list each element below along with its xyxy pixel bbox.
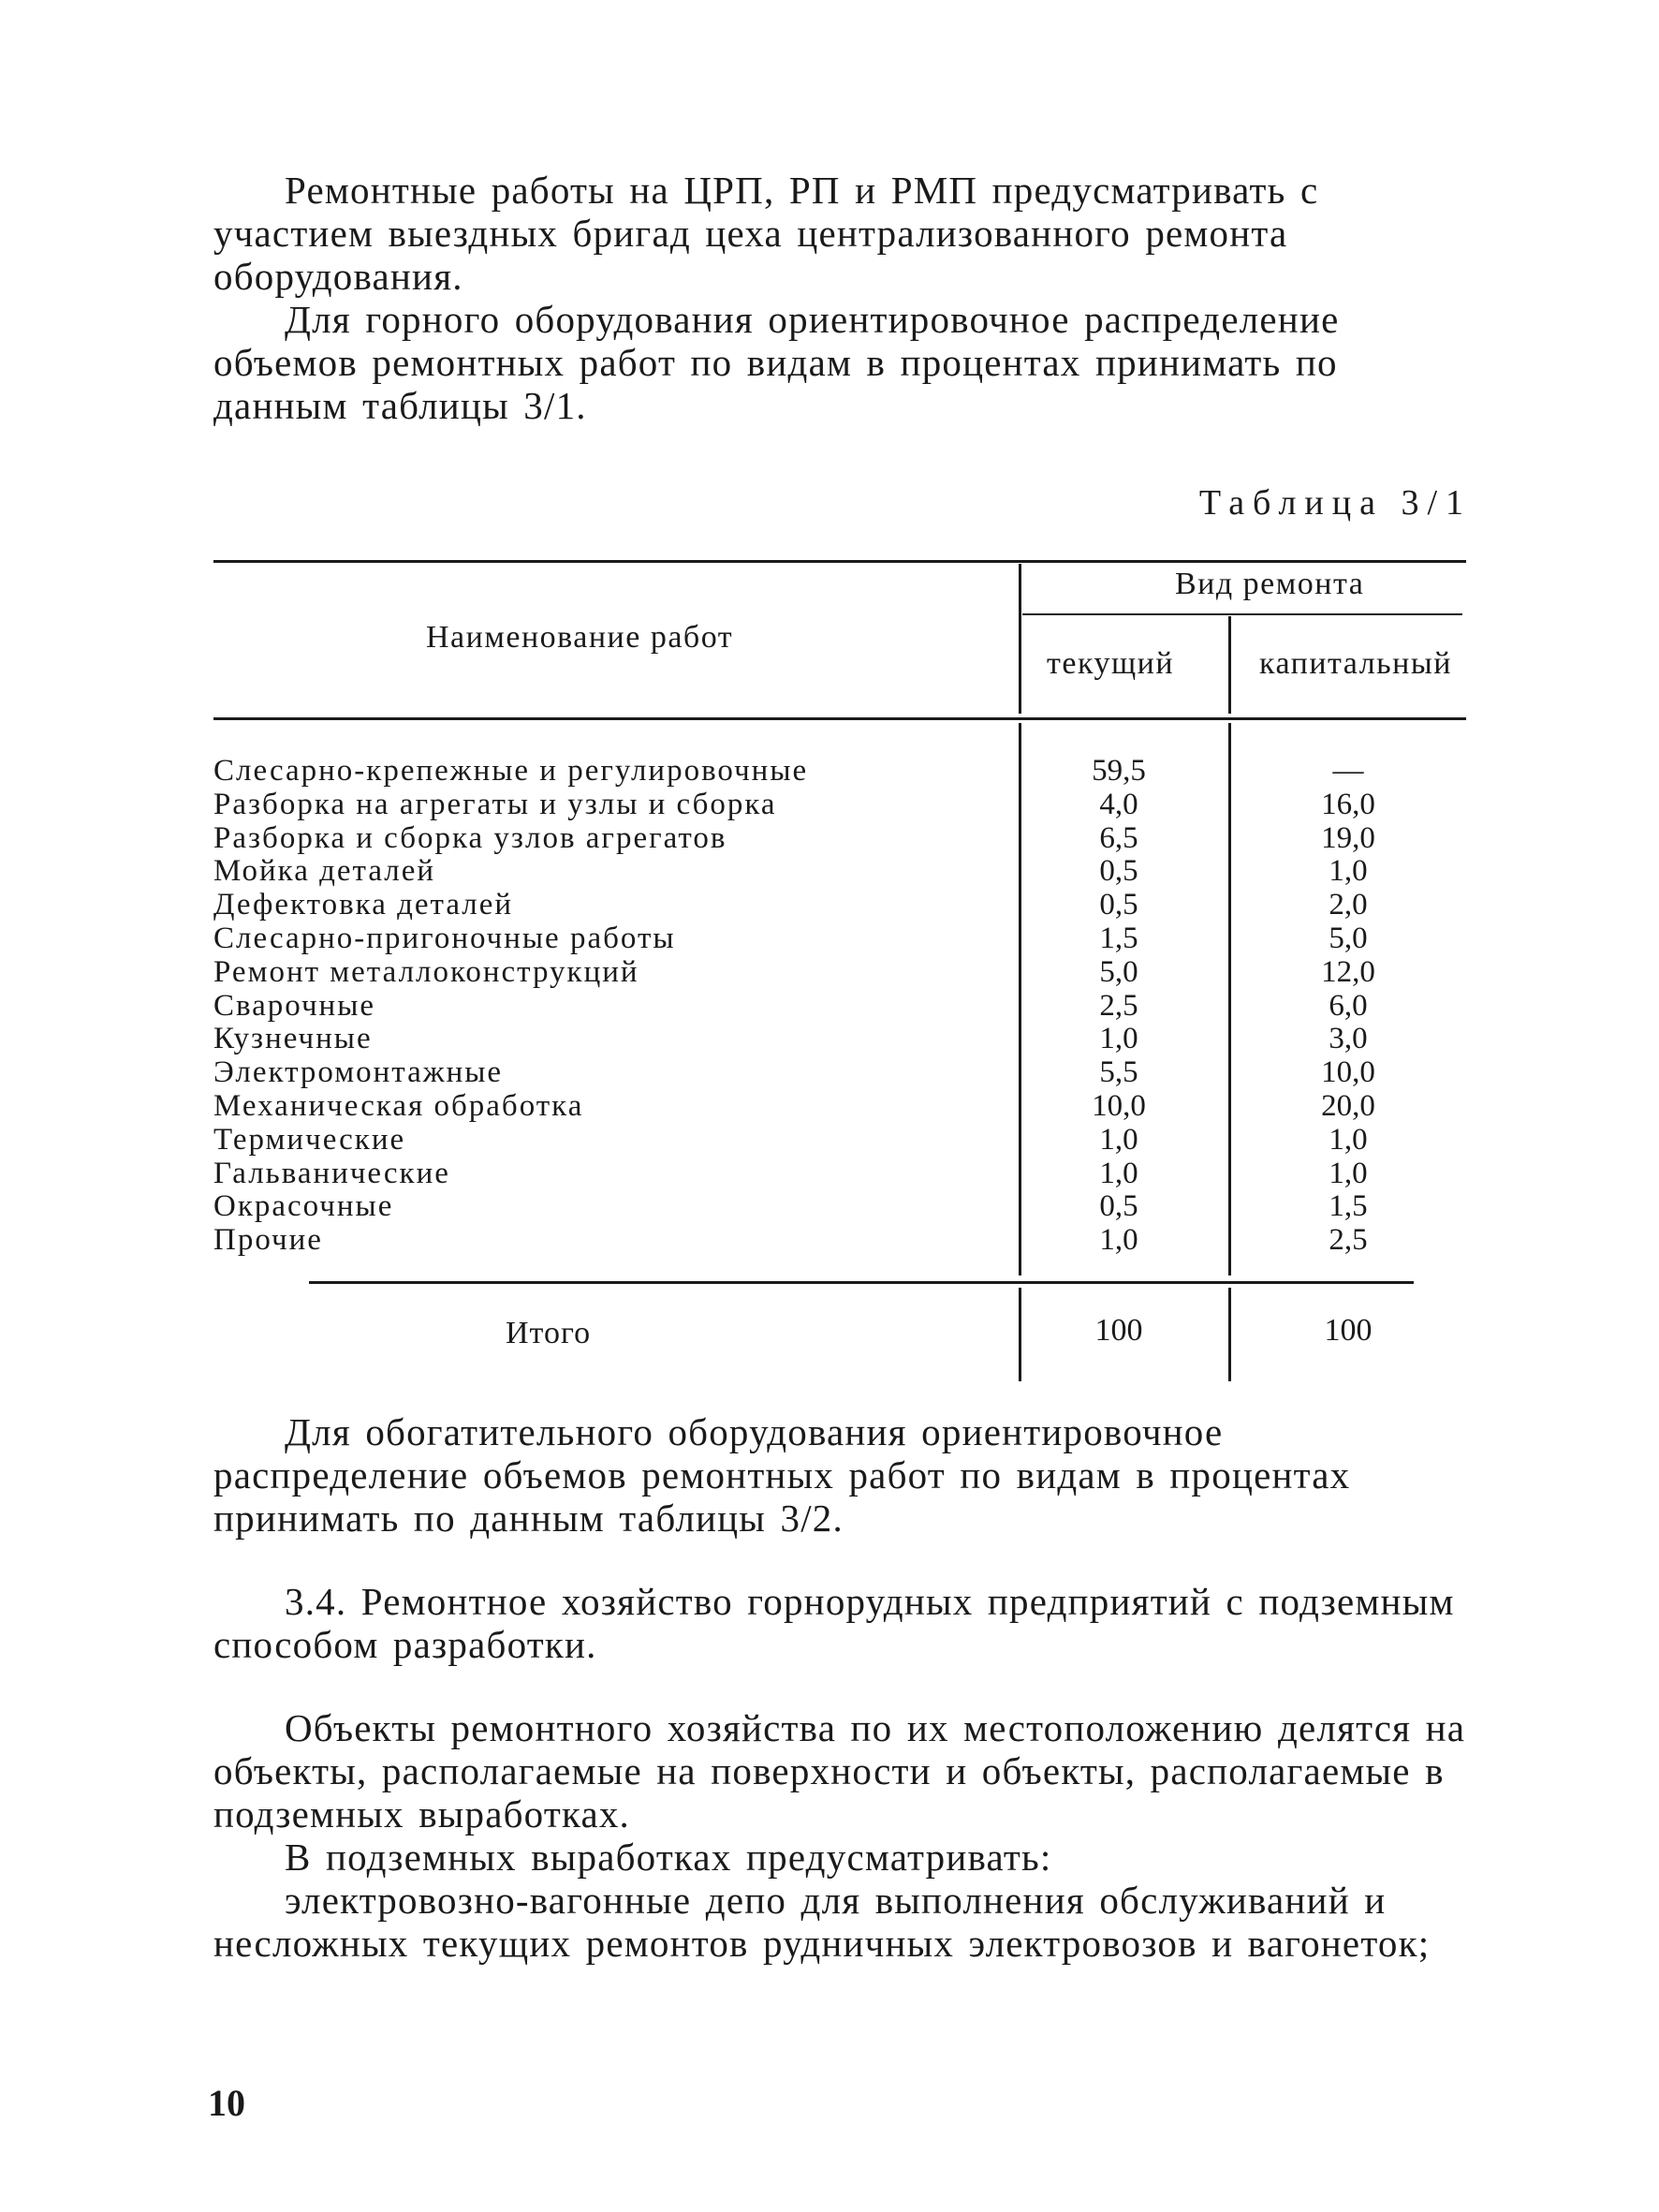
table-top-rule [213,560,1466,563]
capital-value: 5,0 [1329,921,1368,955]
current-value: 1,0 [1099,1122,1138,1157]
paragraph-mining-equipment: Для горного оборудования ориентировочное распределение объемов ремонтных работ по видам в процентах принимать по данным таблицы 3/1. [213,298,1340,427]
paragraph-underground: В подземных выработках предусматривать: [285,1836,1052,1879]
row-name: Дефектовка деталей [213,888,514,922]
page-number: 10 [208,2082,245,2124]
row-name: Гальванические [213,1156,450,1190]
current-value: 4,0 [1099,787,1138,821]
header-name-col: Наименование работ [426,620,734,655]
capital-value: 12,0 [1321,954,1375,989]
row-name: Слесарно-крепежные и регулировочные [213,754,809,788]
row-name: Сварочные [213,988,376,1023]
capital-values-column [1245,755,1451,1258]
row-name: Ремонт металлоконструкций [213,954,639,989]
header-capital: капитальный [1259,646,1452,681]
row-name: Электромонтажные [213,1055,504,1090]
capital-value: 2,5 [1329,1223,1368,1258]
capital-value: 1,0 [1329,1156,1368,1190]
current-value: 0,5 [1099,854,1138,889]
total-capital: 100 [1324,1313,1373,1348]
row-name: Термические [213,1122,406,1157]
current-value: 10,0 [1092,1088,1146,1123]
capital-value: 6,0 [1329,988,1368,1023]
capital-value: 20,0 [1321,1088,1375,1123]
row-name: Разборка и сборка узлов агрегатов [213,820,727,855]
current-value: 0,5 [1099,888,1138,922]
row-name: Кузнечные [213,1022,373,1056]
current-value: 59,5 [1092,754,1146,788]
current-value: 2,5 [1099,988,1138,1023]
col-divider-2-body [1228,723,1231,1276]
current-value: 6,5 [1099,820,1138,855]
paragraph-repair-objects: Объекты ремонтного хозяйства по их местоположению делятся на объекты, располагаемые на поверхности и объекты, располагаемые в подземных выработках. [213,1706,1466,1836]
col-divider-1-header [1019,564,1021,714]
current-value: 1,0 [1099,1223,1138,1258]
capital-value: 2,0 [1329,888,1368,922]
capital-value: 1,0 [1329,1122,1368,1157]
current-value: 0,5 [1099,1189,1138,1224]
row-name: Окрасочные [213,1189,394,1224]
col-divider-2-total [1228,1288,1231,1381]
current-value: 5,0 [1099,954,1138,989]
capital-value: 10,0 [1321,1055,1375,1090]
col-divider-2-header [1228,616,1231,714]
current-value: 1,5 [1099,921,1138,955]
paragraph-enrichment-equipment: Для обогатительного оборудования ориентировочное распределение объемов ремонтных работ по видам в процентах принимать по данным таблицы 3/2. [213,1410,1351,1540]
capital-value: 3,0 [1329,1022,1368,1056]
work-names-column [213,755,1009,1258]
current-value: 5,5 [1099,1055,1138,1090]
current-value: 1,0 [1099,1022,1138,1056]
header-bottom-rule [213,717,1466,720]
header-current: текущий [1047,646,1175,681]
header-repair-type: Вид ремонта [1175,567,1365,601]
table-caption: Таблица 3/1 [1198,483,1472,523]
current-values-column [1016,755,1222,1258]
total-label: Итого [506,1316,592,1350]
current-value: 1,0 [1099,1156,1138,1190]
capital-value: — [1332,754,1364,788]
capital-value: 19,0 [1321,820,1375,855]
section-heading-3-4: 3.4. Ремонтное хозяйство горнорудных предприятий с подземным способом разработки. [213,1580,1455,1666]
row-name: Разборка на агрегаты и узлы и сборка [213,787,777,821]
capital-value: 1,0 [1329,854,1368,889]
paragraph-repair-works: Ремонтные работы на ЦРП, РП и РМП предусматривать с участием выездных бригад цеха централизованного ремонта оборудования. [213,169,1319,298]
header-group-rule [1022,613,1462,615]
row-name: Механическая обработка [213,1088,584,1123]
total-top-rule [309,1281,1414,1284]
total-current: 100 [1094,1313,1143,1348]
paragraph-depot: электровозно-вагонные депо для выполнения обслуживаний и несложных текущих ремонтов рудничных электровозов и вагонеток; [213,1879,1431,1965]
row-name: Прочие [213,1223,323,1258]
row-name: Мойка деталей [213,854,436,889]
capital-value: 1,5 [1329,1189,1368,1224]
capital-value: 16,0 [1321,787,1375,821]
row-name: Слесарно-пригоночные работы [213,921,676,955]
